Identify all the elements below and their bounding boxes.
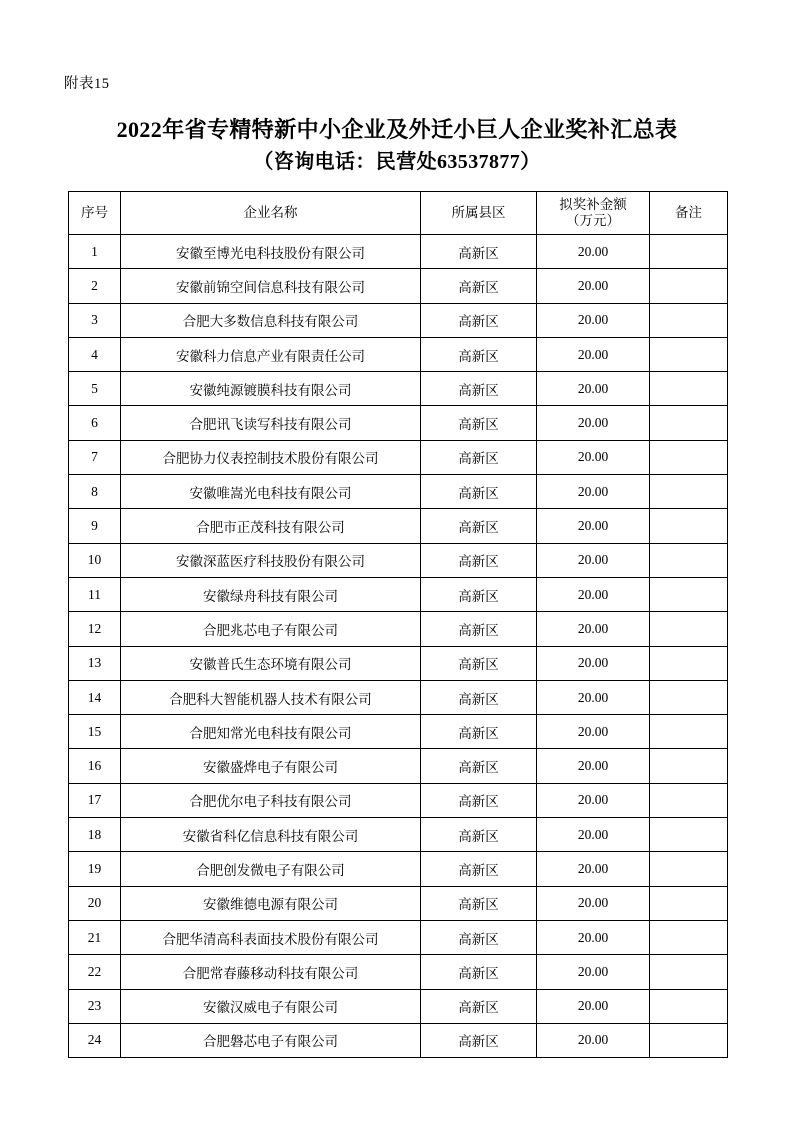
- cell-index: 3: [69, 303, 121, 337]
- table-row: [69, 406, 728, 440]
- cell-index: 10: [69, 543, 121, 577]
- cell-company-name: 合肥知常光电科技有限公司: [121, 715, 421, 749]
- table-row: [69, 715, 728, 749]
- cell-index: 9: [69, 509, 121, 543]
- cell-district: 高新区: [421, 269, 537, 303]
- cell-note: [650, 509, 728, 543]
- cell-company-name: 合肥兆芯电子有限公司: [121, 612, 421, 646]
- cell-amount: 20.00: [537, 440, 650, 474]
- table-row: [69, 646, 728, 680]
- cell-index: 5: [69, 372, 121, 406]
- cell-index: 17: [69, 783, 121, 817]
- cell-company-name: 安徽纯源镀膜科技有限公司: [121, 372, 421, 406]
- summary-table: [68, 191, 728, 1058]
- table-row: [69, 475, 728, 509]
- cell-index: 15: [69, 715, 121, 749]
- cell-note: [650, 303, 728, 337]
- cell-district: 高新区: [421, 337, 537, 371]
- cell-amount: 20.00: [537, 886, 650, 920]
- cell-note: [650, 955, 728, 989]
- cell-district: 高新区: [421, 646, 537, 680]
- cell-district: 高新区: [421, 612, 537, 646]
- cell-district: 高新区: [421, 920, 537, 954]
- table-row: [69, 337, 728, 371]
- table-row: [69, 303, 728, 337]
- cell-index: 18: [69, 818, 121, 852]
- table-body: [69, 235, 728, 1058]
- cell-company-name: 合肥磐芯电子有限公司: [121, 1023, 421, 1057]
- cell-note: [650, 886, 728, 920]
- cell-note: [650, 543, 728, 577]
- cell-index: 2: [69, 269, 121, 303]
- cell-amount: 20.00: [537, 406, 650, 440]
- cell-company-name: 安徽深蓝医疗科技股份有限公司: [121, 543, 421, 577]
- cell-district: 高新区: [421, 235, 537, 269]
- cell-index: 1: [69, 235, 121, 269]
- cell-amount: 20.00: [537, 818, 650, 852]
- cell-company-name: 安徽前锦空间信息科技有限公司: [121, 269, 421, 303]
- cell-note: [650, 920, 728, 954]
- cell-amount: 20.00: [537, 509, 650, 543]
- cell-note: [650, 612, 728, 646]
- cell-note: [650, 475, 728, 509]
- cell-company-name: 合肥创发微电子有限公司: [121, 852, 421, 886]
- cell-district: 高新区: [421, 852, 537, 886]
- cell-index: 11: [69, 577, 121, 611]
- table-row: [69, 886, 728, 920]
- cell-index: 19: [69, 852, 121, 886]
- cell-note: [650, 680, 728, 714]
- cell-district: 高新区: [421, 886, 537, 920]
- cell-district: 高新区: [421, 543, 537, 577]
- table-row: [69, 989, 728, 1023]
- table-header-row: [69, 192, 728, 235]
- column-header-amount-line2: （万元）: [566, 213, 620, 228]
- cell-amount: 20.00: [537, 577, 650, 611]
- cell-amount: 20.00: [537, 303, 650, 337]
- cell-amount: 20.00: [537, 543, 650, 577]
- table-row: [69, 543, 728, 577]
- cell-company-name: 安徽普氏生态环境有限公司: [121, 646, 421, 680]
- cell-index: 8: [69, 475, 121, 509]
- cell-amount: 20.00: [537, 1023, 650, 1057]
- cell-index: 16: [69, 749, 121, 783]
- cell-amount: 20.00: [537, 372, 650, 406]
- table-row: [69, 680, 728, 714]
- table-row: [69, 235, 728, 269]
- cell-district: 高新区: [421, 818, 537, 852]
- cell-district: 高新区: [421, 749, 537, 783]
- cell-note: [650, 372, 728, 406]
- cell-amount: 20.00: [537, 646, 650, 680]
- cell-district: 高新区: [421, 955, 537, 989]
- column-header-index: 序号: [69, 192, 121, 235]
- page-subtitle: （咨询电话：民营处63537877）: [253, 151, 541, 173]
- cell-company-name: 安徽科力信息产业有限责任公司: [121, 337, 421, 371]
- cell-note: [650, 1023, 728, 1057]
- column-header-note: 备注: [650, 192, 728, 235]
- cell-amount: 20.00: [537, 715, 650, 749]
- cell-amount: 20.00: [537, 269, 650, 303]
- cell-index: 21: [69, 920, 121, 954]
- cell-amount: 20.00: [537, 475, 650, 509]
- table-row: [69, 749, 728, 783]
- summary-table-container: [68, 191, 727, 1058]
- cell-company-name: 安徽绿舟科技有限公司: [121, 577, 421, 611]
- table-row: [69, 509, 728, 543]
- cell-company-name: 安徽至博光电科技股份有限公司: [121, 235, 421, 269]
- cell-district: 高新区: [421, 372, 537, 406]
- cell-index: 4: [69, 337, 121, 371]
- cell-company-name: 合肥优尔电子科技有限公司: [121, 783, 421, 817]
- cell-note: [650, 715, 728, 749]
- cell-note: [650, 852, 728, 886]
- cell-company-name: 合肥大多数信息科技有限公司: [121, 303, 421, 337]
- cell-note: [650, 337, 728, 371]
- cell-company-name: 合肥常春藤移动科技有限公司: [121, 955, 421, 989]
- cell-note: [650, 269, 728, 303]
- page-title: 2022年省专精特新中小企业及外迁小巨人企业奖补汇总表: [116, 117, 678, 142]
- table-row: [69, 372, 728, 406]
- cell-district: 高新区: [421, 1023, 537, 1057]
- cell-amount: 20.00: [537, 989, 650, 1023]
- cell-district: 高新区: [421, 440, 537, 474]
- column-header-amount: [537, 192, 650, 235]
- cell-amount: 20.00: [537, 783, 650, 817]
- cell-amount: 20.00: [537, 235, 650, 269]
- cell-amount: 20.00: [537, 955, 650, 989]
- cell-company-name: 安徽维德电源有限公司: [121, 886, 421, 920]
- cell-index: 24: [69, 1023, 121, 1057]
- cell-company-name: 合肥协力仪表控制技术股份有限公司: [121, 440, 421, 474]
- cell-index: 14: [69, 680, 121, 714]
- column-header-amount-line1: 拟奖补金额: [559, 197, 627, 212]
- cell-note: [650, 406, 728, 440]
- cell-company-name: 安徽汉威电子有限公司: [121, 989, 421, 1023]
- cell-amount: 20.00: [537, 680, 650, 714]
- cell-index: 23: [69, 989, 121, 1023]
- cell-index: 22: [69, 955, 121, 989]
- cell-company-name: 合肥市正茂科技有限公司: [121, 509, 421, 543]
- cell-company-name: 安徽省科亿信息科技有限公司: [121, 818, 421, 852]
- cell-amount: 20.00: [537, 337, 650, 371]
- table-row: [69, 783, 728, 817]
- cell-note: [650, 989, 728, 1023]
- cell-company-name: 合肥华清高科表面技术股份有限公司: [121, 920, 421, 954]
- cell-amount: 20.00: [537, 749, 650, 783]
- cell-district: 高新区: [421, 715, 537, 749]
- cell-note: [650, 818, 728, 852]
- table-row: [69, 818, 728, 852]
- cell-company-name: 安徽唯嵩光电科技有限公司: [121, 475, 421, 509]
- cell-index: 7: [69, 440, 121, 474]
- table-row: [69, 1023, 728, 1057]
- cell-note: [650, 646, 728, 680]
- cell-district: 高新区: [421, 509, 537, 543]
- cell-district: 高新区: [421, 680, 537, 714]
- table-row: [69, 955, 728, 989]
- cell-company-name: 安徽盛烨电子有限公司: [121, 749, 421, 783]
- cell-note: [650, 577, 728, 611]
- table-row: [69, 269, 728, 303]
- cell-amount: 20.00: [537, 852, 650, 886]
- cell-district: 高新区: [421, 783, 537, 817]
- cell-index: 6: [69, 406, 121, 440]
- table-header: [69, 192, 728, 235]
- cell-amount: 20.00: [537, 612, 650, 646]
- cell-company-name: 合肥讯飞读写科技有限公司: [121, 406, 421, 440]
- table-row: [69, 920, 728, 954]
- cell-company-name: 合肥科大智能机器人技术有限公司: [121, 680, 421, 714]
- column-header-company-name: 企业名称: [121, 192, 421, 235]
- cell-note: [650, 440, 728, 474]
- cell-note: [650, 235, 728, 269]
- cell-note: [650, 749, 728, 783]
- cell-note: [650, 783, 728, 817]
- table-row: [69, 852, 728, 886]
- cell-district: 高新区: [421, 406, 537, 440]
- cell-district: 高新区: [421, 989, 537, 1023]
- cell-index: 13: [69, 646, 121, 680]
- column-header-district: 所属县区: [421, 192, 537, 235]
- cell-amount: 20.00: [537, 920, 650, 954]
- table-row: [69, 612, 728, 646]
- cell-district: 高新区: [421, 577, 537, 611]
- table-row: [69, 577, 728, 611]
- cell-index: 12: [69, 612, 121, 646]
- cell-index: 20: [69, 886, 121, 920]
- cell-district: 高新区: [421, 303, 537, 337]
- cell-district: 高新区: [421, 475, 537, 509]
- attachment-label: 附表15: [64, 76, 110, 92]
- table-row: [69, 440, 728, 474]
